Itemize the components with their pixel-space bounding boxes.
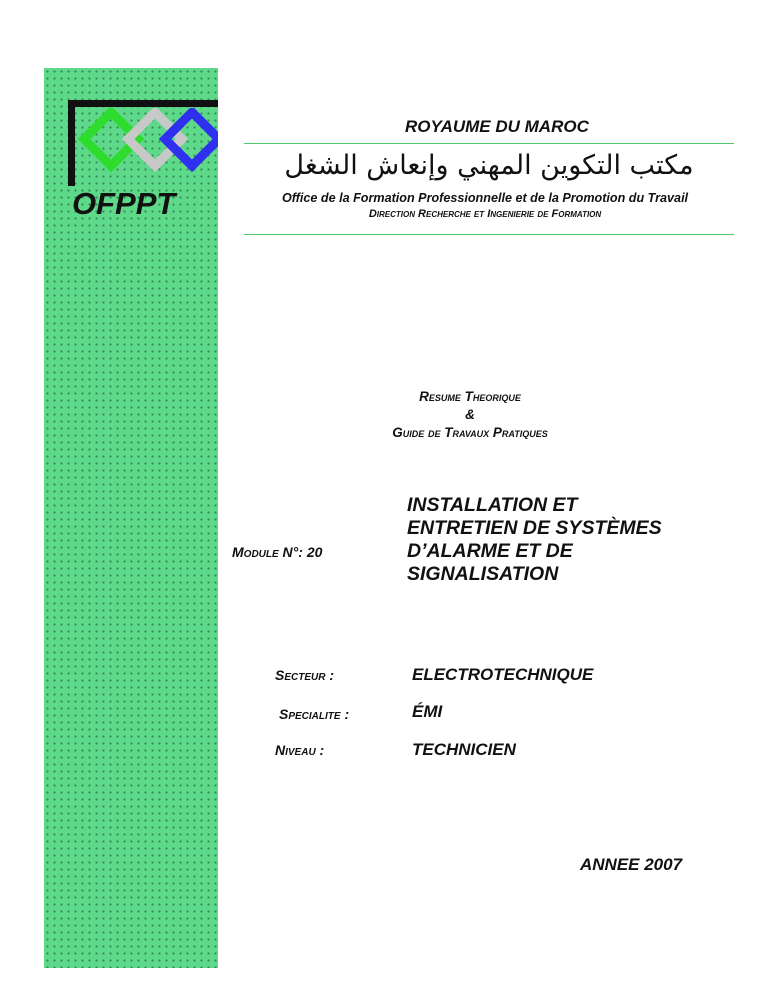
module-number: Module N°: 20: [232, 544, 323, 560]
module-title-line: INSTALLATION ET: [407, 494, 578, 516]
logo-frame-left: [68, 100, 75, 186]
header-rule-top: [244, 143, 734, 144]
year-label: ANNEE 2007: [580, 855, 683, 874]
ofppt-logo-text: OFPPT: [72, 186, 176, 221]
secteur-value: ELECTROTECHNIQUE: [412, 665, 594, 684]
doc-type-line1: Resume Theorique: [419, 389, 521, 404]
ofppt-logo-icon: [78, 108, 218, 188]
specialite-label: Specialite :: [279, 706, 350, 722]
doc-type-line2: Guide de Travaux Pratiques: [392, 425, 548, 440]
header-rule-bottom: [244, 234, 734, 235]
niveau-label: Niveau :: [275, 742, 325, 758]
niveau-value: TECHNICIEN: [412, 740, 516, 759]
logo-frame-top: [68, 100, 218, 107]
module-title-line: D’ALARME ET DE: [407, 540, 573, 562]
specialite-value: ÉMI: [412, 702, 443, 721]
document-type: [280, 388, 660, 442]
office-name: Office de la Formation Professionnelle et de la Promotion du Travail: [281, 191, 689, 205]
module-title: [407, 494, 737, 586]
direction-name: Direction Recherche et Ingenierie de Formation: [368, 208, 602, 220]
kingdom-title: ROYAUME DU MAROC: [405, 117, 589, 136]
module-title-line: ENTRETIEN DE SYSTÈMES: [407, 517, 662, 539]
doc-type-amp: &: [465, 407, 475, 422]
arabic-office-name: مكتب التكوين المهني وإنعاش الشغل: [284, 150, 694, 181]
logo-blue-diamond: [165, 112, 218, 166]
module-title-line: SIGNALISATION: [407, 563, 559, 585]
secteur-label: Secteur :: [275, 667, 335, 683]
